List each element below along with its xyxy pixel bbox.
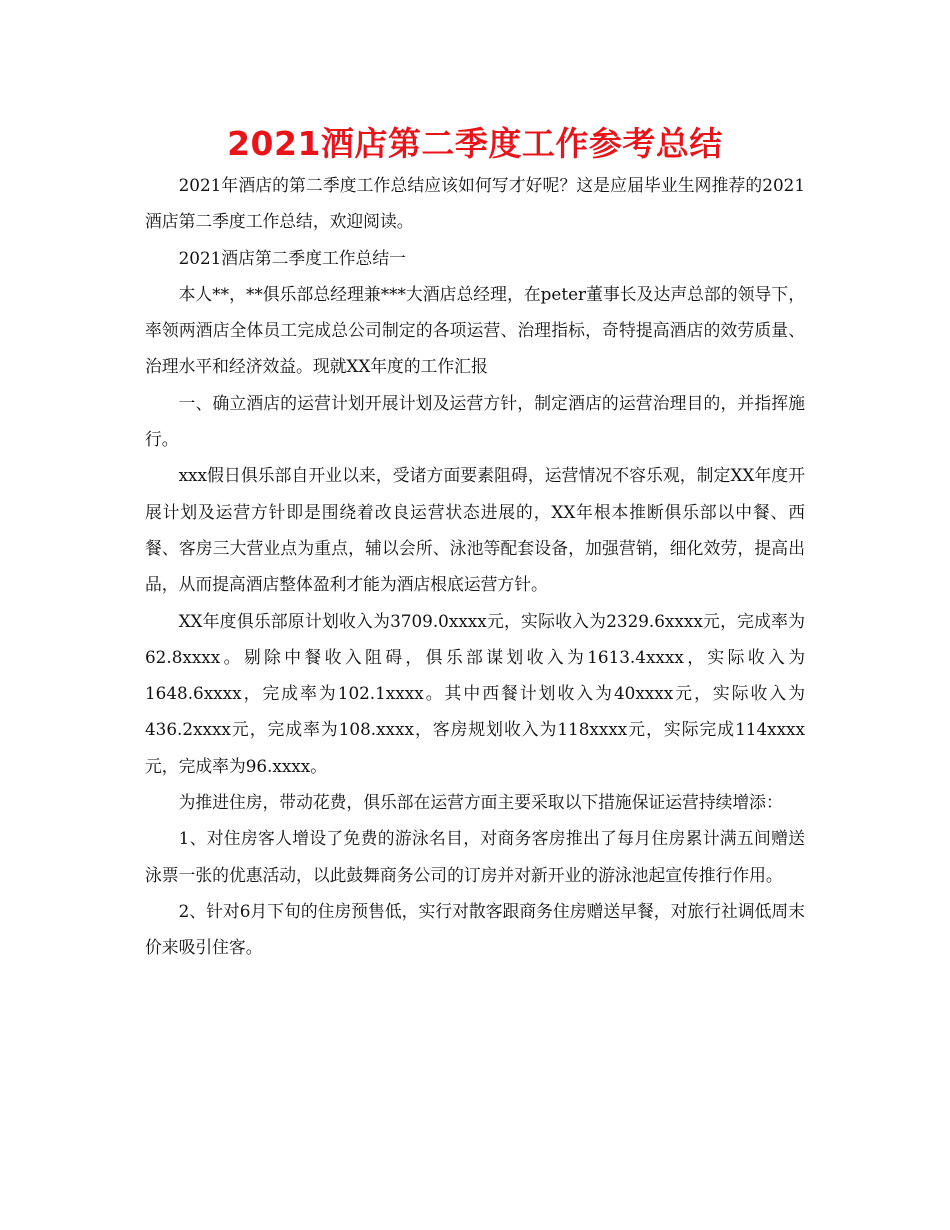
intro-paragraph: 2021年酒店的第二季度工作总结应该如何写才好呢？这是应届毕业生网推荐的2021酒店第二季度工作总结，欢迎阅读。	[145, 175, 805, 232]
body-paragraph: XX年度俱乐部原计划收入为3709.0xxxx元，实际收入为2329.6xxxx元，完成率为62.8xxxx。剔除中餐收入阻碍，俱乐部谋划收入为1613.4xxxx，实际收入为1648.6xxxx，完成率为102.1xxxx。其中西餐计划收入为40xxxx元，实际收入为436.2xxxx元，完成率为108.xxxx，客房规划收入为118xxxx元，实际完成114xxxx元，完成率为96.xxxx。	[145, 610, 805, 776]
document-body	[145, 167, 805, 966]
body-paragraph: 本人**，**俱乐部总经理兼***大酒店总经理，在peter董事长及达声总部的领导下，率领两酒店全体员工完成总公司制定的各项运营、治理指标，奇特提高酒店的效劳质量、治理水平和经济效益。现就XX年度的工作汇报	[145, 283, 805, 377]
section-heading: 2021酒店第二季度工作总结一	[178, 247, 406, 268]
body-paragraph: xxx假日俱乐部自开业以来，受诸方面要素阻碍，运营情况不容乐观，制定XX年度开展计划及运营方针即是围绕着改良运营状态进展的，XX年根本推断俱乐部以中餐、西餐、客房三大营业点为重点，辅以会所、泳池等配套设备，加强营销，细化效劳，提高出品，从而提高酒店整体盈利才能为酒店根底运营方针。	[145, 465, 805, 595]
body-paragraph: 为推进住房，带动花费，俱乐部在运营方面主要采取以下措施保证运营持续增添：	[178, 792, 783, 813]
body-paragraph: 一、确立酒店的运营计划开展计划及运营方针，制定酒店的运营治理目的，并指挥施行。	[145, 392, 805, 450]
document-title: 2021酒店第二季度工作参考总结	[227, 124, 723, 163]
list-item: 2、针对6月下旬的住房预售低，实行对散客跟商务住房赠送早餐，对旅行社调低周末价来吸引住客。	[145, 900, 805, 958]
list-item: 1、对住房客人增设了免费的游泳名目，对商务客房推出了每月住房累计满五间赠送泳票一张的优惠活动，以此鼓舞商务公司的订房并对新开业的游泳池起宣传推行作用。	[145, 828, 805, 885]
